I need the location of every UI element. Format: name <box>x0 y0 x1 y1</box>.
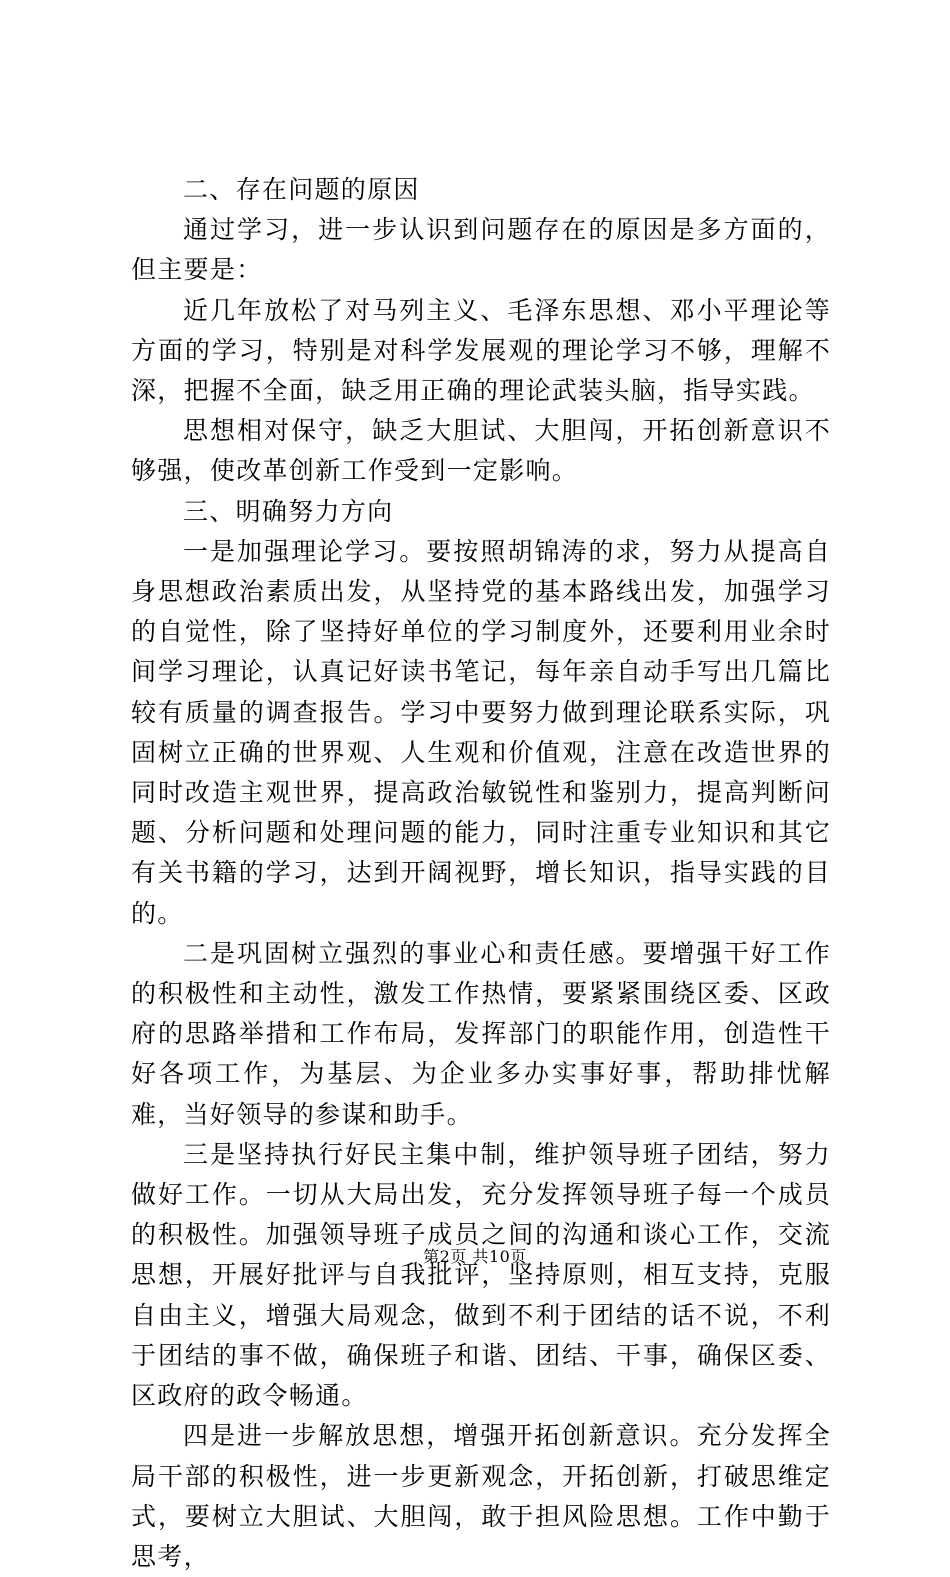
paragraph-direction-4: 四是进一步解放思想，增强开拓创新意识。充分发挥全局干部的积极性，进一步更新观念，开拓创新，打破思维定式，要树立大胆试、大胆闯，敢于担风险思想。工作中勤于思考， <box>131 1421 831 1571</box>
paragraph-cause-2: 思想相对保守，缺乏大胆试、大胆闯，开拓创新意识不够强，使改革创新工作受到一定影响。 <box>131 416 831 486</box>
paragraph-intro: 通过学习，进一步认识到问题存在的原因是多方面的，但主要是： <box>131 215 831 285</box>
paragraph-direction-3: 三是坚持执行好民主集中制，维护领导班子团结，努力做好工作。一切从大局出发，充分发挥领导班子每一个成员的积极性。加强领导班子成员之间的沟通和谈心工作，交流思想，开展好批评与自我批评，坚持原则，相互支持，克服自由主义，增强大局观念，做到不利于团结的话不说，不利于团结的事不做，确保班子和谐、团结、干事，确保区委、区政府的政令畅通。 <box>131 1139 831 1411</box>
paragraph-direction-2: 二是巩固树立强烈的事业心和责任感。要增强干好工作的积极性和主动性，激发工作热情，要紧紧围绕区委、区政府的思路举措和工作布局，发挥部门的职能作用，创造性干好各项工作，为基层、为企业多办实事好事，帮助排忧解难，当好领导的参谋和助手。 <box>131 938 831 1129</box>
paragraph-direction-1: 一是加强理论学习。要按照胡锦涛的求，努力从提高自身思想政治素质出发，从坚持党的基本路线出发，加强学习的自觉性，除了坚持好单位的学习制度外，还要利用业余时间学习理论，认真记好读书笔记，每年亲自动手写出几篇比较有质量的调查报告。学习中要努力做到理论联系实际，巩固树立正确的世界观、人生观和价值观，注意在改造世界的同时改造主观世界，提高政治敏锐性和鉴别力，提高判断问题、分析问题和处理问题的能力，同时注重专业知识和其它有关书籍的学习，达到开阔视野，增长知识，指导实践的目的。 <box>131 536 831 928</box>
page-number-footer: 第2页 共10页 <box>423 1247 527 1266</box>
document-body <box>131 170 831 1577</box>
section-heading-direction: 三、明确努力方向 <box>183 496 394 526</box>
paragraph-cause-1: 近几年放松了对马列主义、毛泽东思想、邓小平理论等方面的学习，特别是对科学发展观的理论学习不够，理解不深，把握不全面，缺乏用正确的理论武装头脑，指导实践。 <box>131 295 831 406</box>
section-heading-causes: 二、存在问题的原因 <box>183 175 420 204</box>
